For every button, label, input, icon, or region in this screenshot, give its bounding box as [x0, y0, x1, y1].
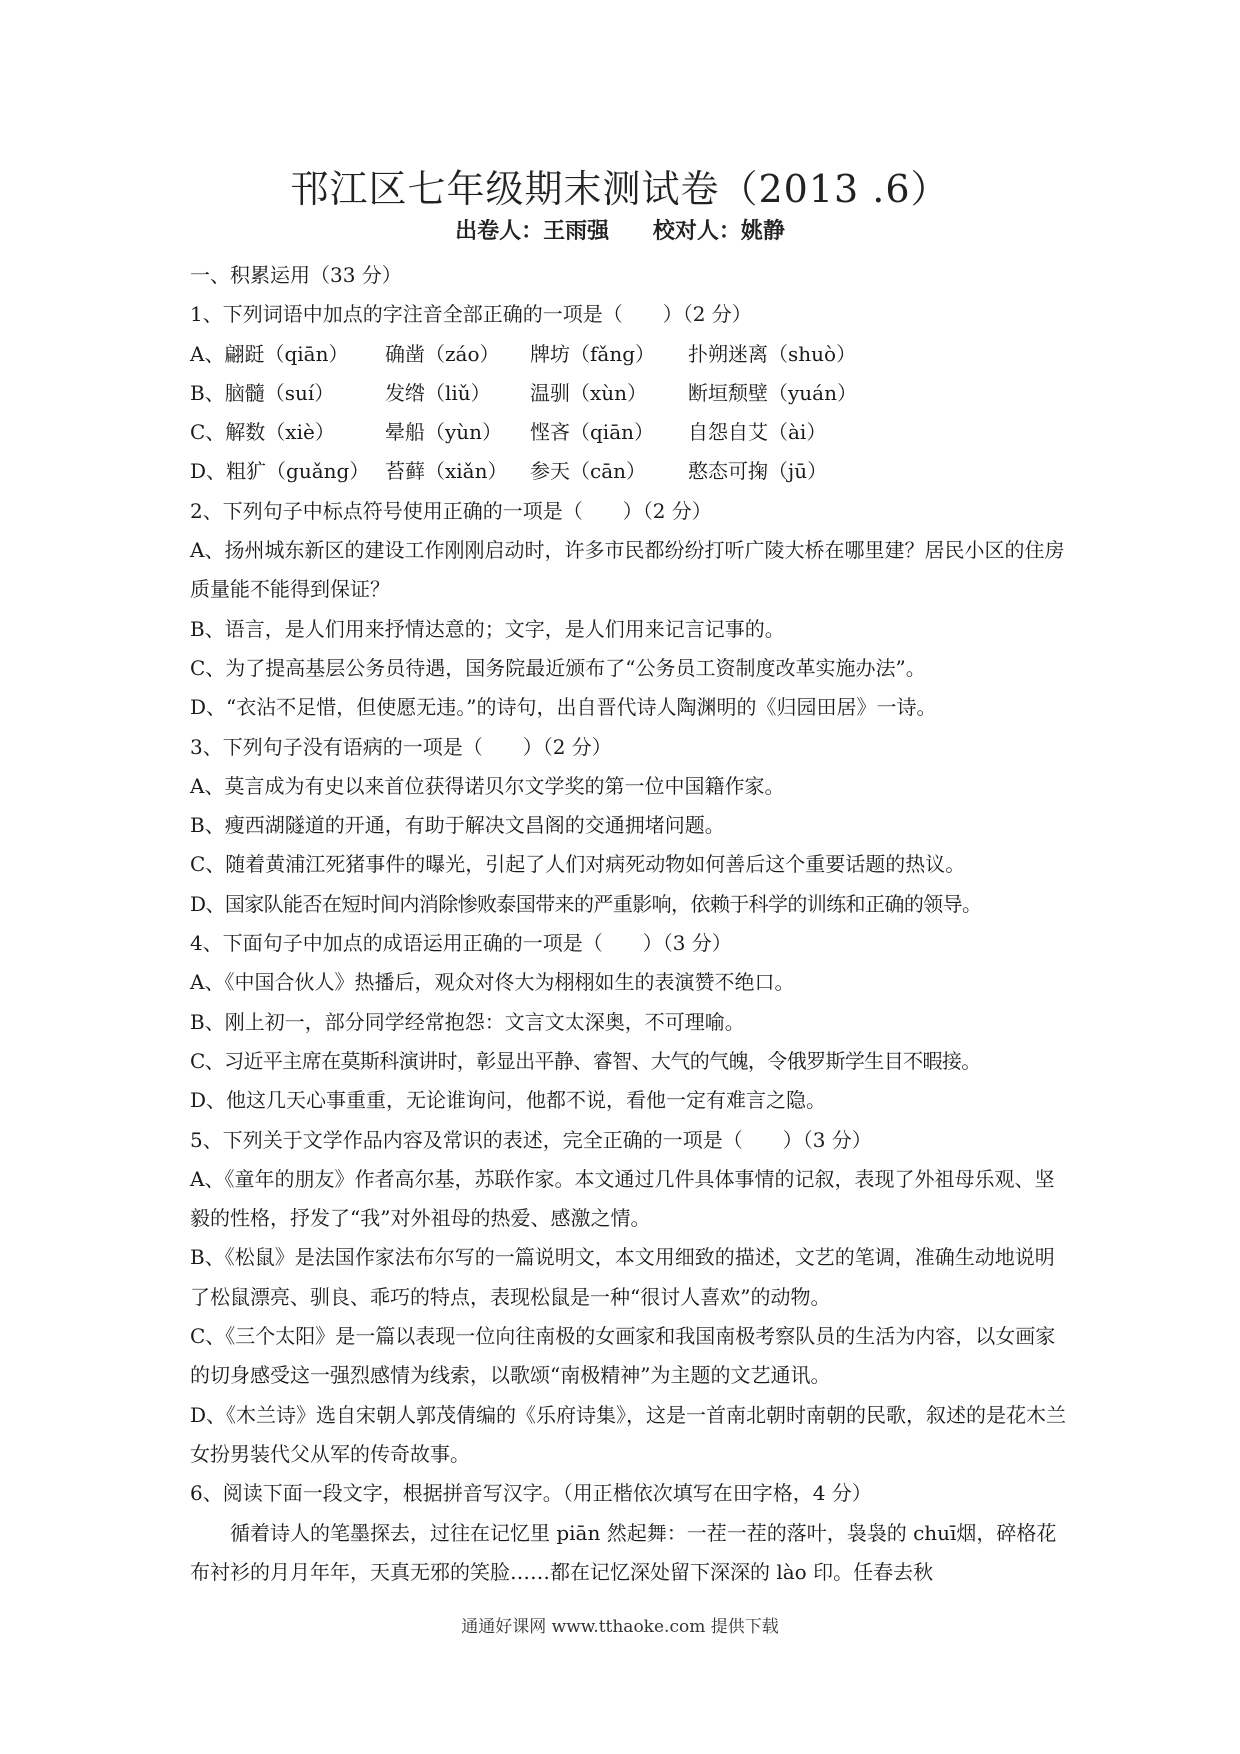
author-line: [0, 214, 1240, 245]
question-1-option-a: [190, 335, 1070, 374]
question-2-option-d: D、“衣沾不足惜，但使愿无违。”的诗句，出自晋代诗人陶渊明的《归园田居》一诗。: [190, 695, 937, 720]
question-4-stem: 4、下面句子中加点的成语运用正确的一项是（ ）（3 分）: [190, 931, 732, 956]
question-3-option-a: A、莫言成为有史以来首位获得诺贝尔文学奖的第一位中国籍作家。: [190, 773, 785, 798]
checker-name: 校对人：姚静: [652, 219, 785, 244]
page-footer: 通通好课网 www.tthaoke.com 提供下载: [461, 1617, 779, 1637]
question-3-stem: 3、下列句子没有语病的一项是（ ）（2 分）: [190, 734, 612, 759]
option-word: A、翩跹（qiān）: [190, 341, 349, 366]
question-6-stem: 6、阅读下面一段文字，根据拼音写汉字。（用正楷依次填写在田字格，4 分）: [190, 1481, 872, 1506]
question-3-option-d: D、国家队能否在短时间内消除惨败泰国带来的严重影响，依赖于科学的训练和正确的领导。: [190, 891, 982, 916]
section-heading: 一、积累运用（33 分）: [190, 263, 402, 287]
question-2-option-a: A、扬州城东新区的建设工作刚刚启动时，许多市民都纷纷打听广陵大桥在哪里建？居民小区的住房质量能不能得到保证？: [190, 538, 1065, 602]
question-1-option-d: [190, 452, 1070, 491]
question-2-stem: 2、下列句子中标点符号使用正确的一项是（ ）（2 分）: [190, 498, 712, 523]
question-1-option-b: [190, 374, 1070, 413]
question-4-option-d: D、他这几天心事重重，无论谁询问，他都不说，看他一定有难言之隐。: [190, 1088, 827, 1113]
option-word: B、脑髓（suí）: [190, 380, 335, 405]
question-4-option-b: B、刚上初一，部分同学经常抱怨：文言文太深奥，不可理喻。: [190, 1009, 745, 1034]
option-word: 温驯（xùn）: [530, 380, 648, 405]
option-word: 自怨自艾（ài）: [688, 420, 827, 445]
question-2-option-b: B、语言，是人们用来抒情达意的；文字，是人们用来记言记事的。: [190, 616, 785, 641]
question-5-option-d: D、《木兰诗》选自宋朝人郭茂倩编的《乐府诗集》，这是一首南北朝时南朝的民歌，叙述的是花木兰女扮男装代父从军的传奇故事。: [190, 1402, 1067, 1466]
exam-content: [190, 256, 1070, 1592]
question-2-option-c: C、为了提高基层公务员待遇，国务院最近颁布了“公务员工资制度改革实施办法”。: [190, 655, 926, 680]
option-word: 悭吝（qiān）: [530, 420, 655, 445]
option-word: 憨态可掬（jū）: [688, 459, 828, 484]
question-5-option-a: A、《童年的朋友》作者高尔基，苏联作家。本文通过几件具体事情的记叙，表现了外祖母乐观、坚毅的性格，抒发了“我”对外祖母的热爱、感激之情。: [190, 1166, 1055, 1231]
question-4-option-a: A、《中国合伙人》热播后，观众对佟大为栩栩如生的表演赞不绝口。: [190, 970, 795, 995]
question-3-option-c: C、随着黄浦江死猪事件的曝光，引起了人们对病死动物如何善后这个重要话题的热议。: [190, 852, 966, 877]
option-word: D、粗犷（guǎng）: [190, 459, 370, 484]
option-word: 参天（cān）: [530, 459, 647, 484]
page-title: 邗江区七年级期末测试卷（2013 .6）: [290, 167, 950, 211]
option-word: 发绺（liǔ）: [385, 380, 491, 405]
question-5-stem: 5、下列关于文学作品内容及常识的表述，完全正确的一项是（ ）（3 分）: [190, 1127, 872, 1152]
option-word: 断垣颓壁（yuán）: [688, 380, 857, 405]
author-name: 出卷人：王雨强: [455, 219, 610, 244]
option-word: 苔藓（xiǎn）: [385, 459, 508, 484]
question-4-option-c: C、习近平主席在莫斯科演讲时，彰显出平静、睿智、大气的气魄，令俄罗斯学生目不暇接。: [190, 1048, 981, 1073]
question-6-passage: 循着诗人的笔墨探去，过往在记忆里 piān 然起舞：一茬一茬的落叶，袅袅的 chuī烟，碎格花布衬衫的月月年年，天真无邪的笑脸……都在记忆深处留下深深的 lào 印。任春去秋: [190, 1520, 1057, 1584]
question-3-option-b: B、瘦西湖隧道的开通，有助于解决文昌阁的交通拥堵问题。: [190, 813, 725, 838]
option-word: 牌坊（fǎng）: [530, 341, 656, 366]
option-word: 确凿（záo）: [385, 341, 500, 366]
question-5-option-b: B、《松鼠》是法国作家法布尔写的一篇说明文，本文用细致的描述，文艺的笔调，准确生动地说明了松鼠漂亮、驯良、乖巧的特点，表现松鼠是一种“很讨人喜欢”的动物。: [190, 1245, 1055, 1309]
question-1-option-c: [190, 413, 1070, 452]
question-5-option-c: C、《三个太阳》是一篇以表现一位向往南极的女画家和我国南极考察队员的生活为内容，以女画家的切身感受这一强烈感情为线索，以歌颂“南极精神”为主题的文艺通讯。: [190, 1324, 1056, 1388]
option-word: 晕船（yùn）: [385, 420, 503, 445]
option-word: C、解数（xiè）: [190, 420, 335, 445]
question-1-stem: 1、下列词语中加点的字注音全部正确的一项是（ ）（2 分）: [190, 302, 752, 327]
option-word: 扑朔迷离（shuò）: [688, 341, 857, 366]
